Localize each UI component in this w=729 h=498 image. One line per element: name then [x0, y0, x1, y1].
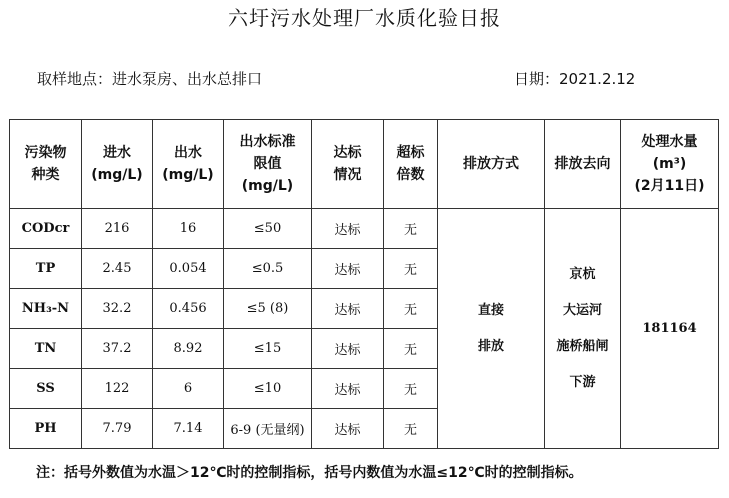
limit-cell: ≤10: [224, 369, 312, 409]
col-header-outflow: 出水 (mg/L): [153, 120, 224, 209]
outflow-cell: 0.456: [153, 289, 224, 329]
report-date: 日期：2021.2.12: [514, 70, 636, 88]
treated-volume-cell: 181164: [621, 209, 719, 449]
report-title: 六圩污水处理厂水质化验日报: [228, 6, 501, 30]
exceed-cell: 无: [384, 289, 438, 329]
inflow-cell: 216: [82, 209, 153, 249]
col-header-pollutant: 污染物 种类: [10, 120, 82, 209]
footnote: 注：括号外数值为水温＞12℃时的控制指标，括号内数值为水温≤12℃时的控制指标。: [36, 465, 583, 481]
inflow-cell: 2.45: [82, 249, 153, 289]
limit-cell: ≤0.5: [224, 249, 312, 289]
outflow-cell: 7.14: [153, 409, 224, 449]
col-header-discharge-method: 排放方式: [438, 120, 545, 209]
outflow-cell: 8.92: [153, 329, 224, 369]
status-cell: 达标: [312, 209, 384, 249]
status-cell: 达标: [312, 329, 384, 369]
exceed-cell: 无: [384, 249, 438, 289]
exceed-cell: 无: [384, 369, 438, 409]
col-header-treated-volume: 处理水量 (m³) (2月11日): [621, 120, 719, 209]
col-header-limit: 出水标准 限值 (mg/L): [224, 120, 312, 209]
pollutant-cell: SS: [10, 369, 82, 409]
header-row: [10, 120, 719, 209]
status-cell: 达标: [312, 369, 384, 409]
limit-cell: ≤15: [224, 329, 312, 369]
limit-cell: ≤50: [224, 209, 312, 249]
col-header-discharge-destination: 排放去向: [545, 120, 621, 209]
inflow-cell: 37.2: [82, 329, 153, 369]
sampling-location: 取样地点：进水泵房、出水总排口: [37, 70, 263, 88]
water-quality-table: [9, 119, 719, 449]
pollutant-cell: PH: [10, 409, 82, 449]
limit-cell: ≤5 (8): [224, 289, 312, 329]
col-header-inflow: 进水 (mg/L): [82, 120, 153, 209]
pollutant-cell: NH₃-N: [10, 289, 82, 329]
pollutant-cell: CODcr: [10, 209, 82, 249]
status-cell: 达标: [312, 289, 384, 329]
table-row: [10, 209, 719, 249]
exceed-cell: 无: [384, 329, 438, 369]
exceed-cell: 无: [384, 209, 438, 249]
status-cell: 达标: [312, 249, 384, 289]
outflow-cell: 6: [153, 369, 224, 409]
col-header-exceed: 超标 倍数: [384, 120, 438, 209]
pollutant-cell: TN: [10, 329, 82, 369]
col-header-status: 达标 情况: [312, 120, 384, 209]
discharge-destination-cell: 京杭 大运河 施桥船闸 下游: [545, 209, 621, 449]
outflow-cell: 16: [153, 209, 224, 249]
exceed-cell: 无: [384, 409, 438, 449]
inflow-cell: 32.2: [82, 289, 153, 329]
pollutant-cell: TP: [10, 249, 82, 289]
inflow-cell: 122: [82, 369, 153, 409]
status-cell: 达标: [312, 409, 384, 449]
limit-cell: 6-9 (无量纲): [224, 409, 312, 449]
outflow-cell: 0.054: [153, 249, 224, 289]
inflow-cell: 7.79: [82, 409, 153, 449]
discharge-method-cell: 直接 排放: [438, 209, 545, 449]
